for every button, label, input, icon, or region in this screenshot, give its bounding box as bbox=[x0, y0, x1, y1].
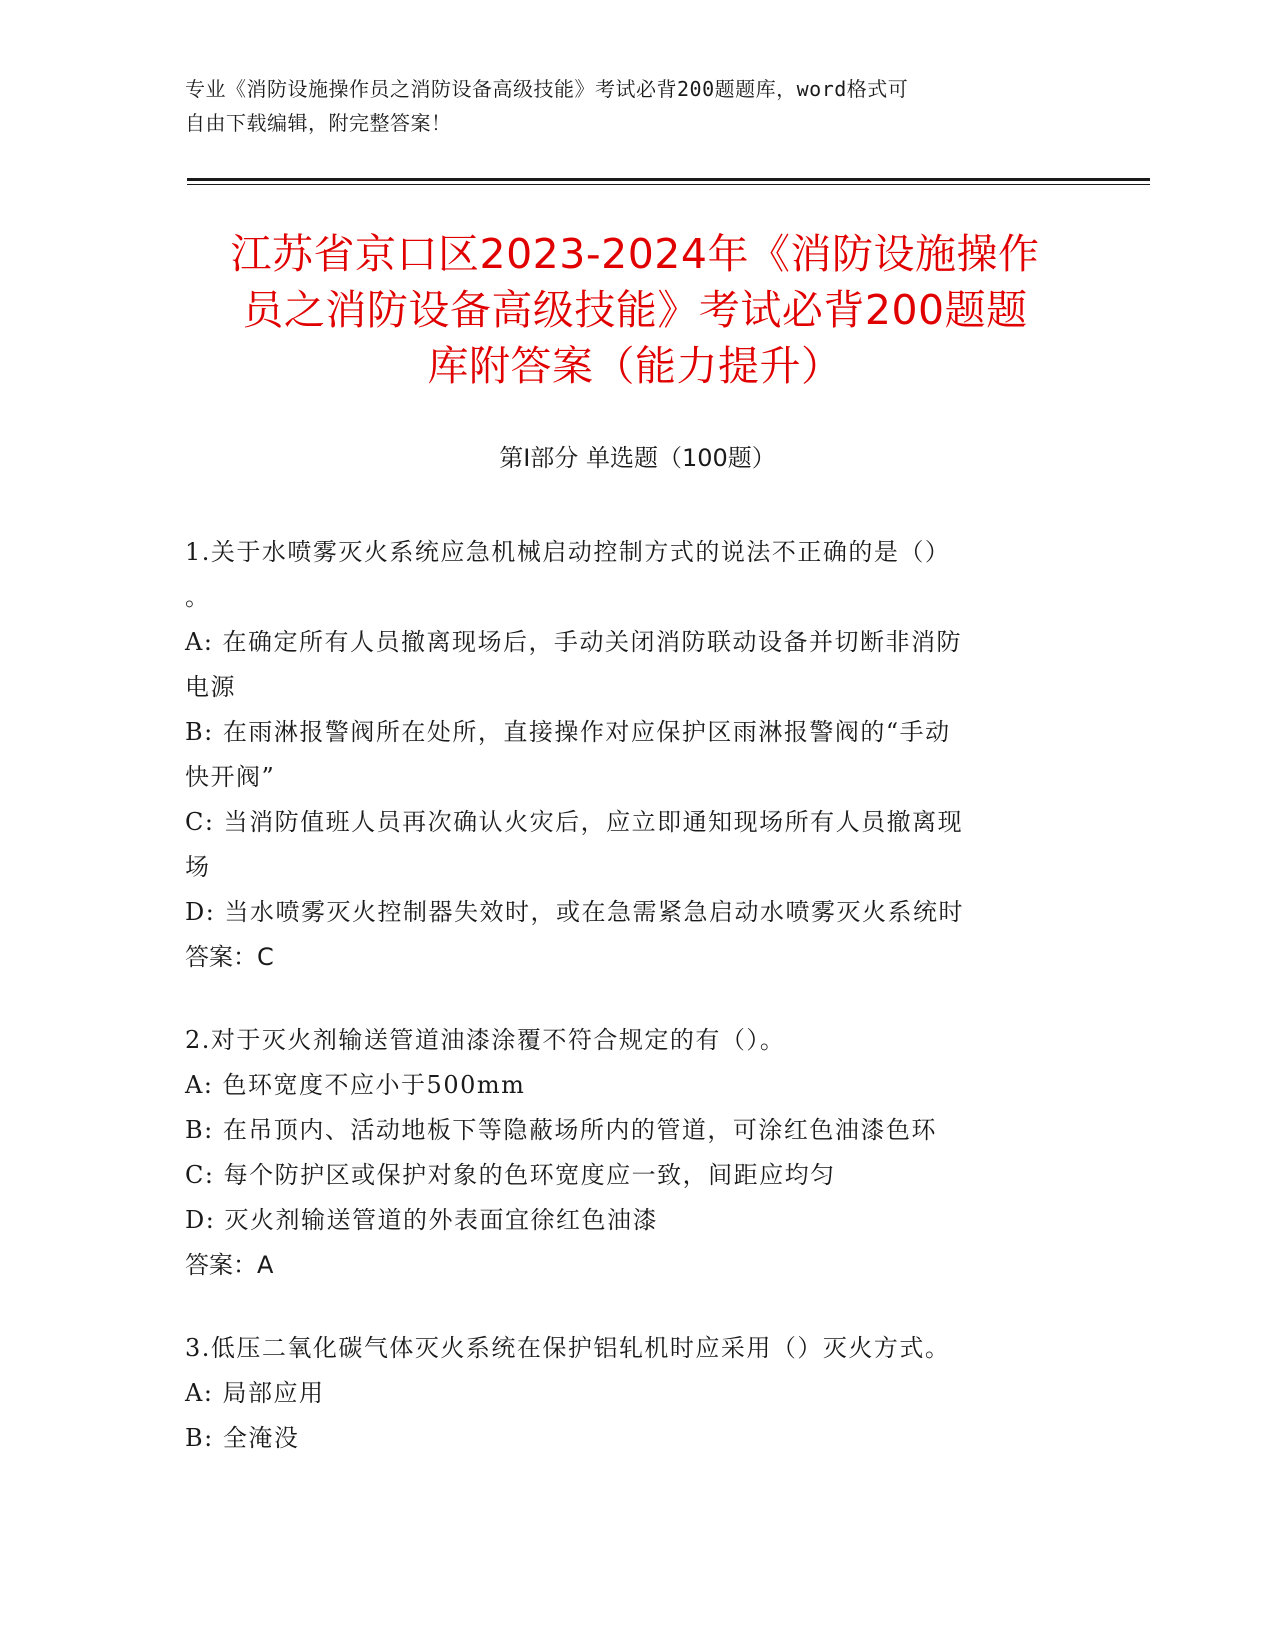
answer-line: 答案：A bbox=[185, 1251, 274, 1279]
option-d: D: 当水喷雾灭火控制器失效时，或在急需紧急启动水喷雾灭火系统时 bbox=[185, 898, 964, 926]
option-c-continued: 场 bbox=[185, 853, 211, 881]
option-b: B: 在吊顶内、活动地板下等隐蔽场所内的管道，可涂红色油漆色环 bbox=[185, 1116, 937, 1144]
option-b: B: 在雨淋报警阀所在处所，直接操作对应保护区雨淋报警阀的“手动 bbox=[185, 718, 951, 746]
question-list bbox=[185, 530, 1075, 1499]
question-3 bbox=[185, 1326, 1075, 1461]
option-a: A: 局部应用 bbox=[185, 1379, 325, 1407]
header-note-line-2: 自由下载编辑，附完整答案！ bbox=[185, 111, 452, 135]
question-1 bbox=[185, 530, 1075, 980]
option-c: C: 当消防值班人员再次确认火灾后，应立即通知现场所有人员撤离现 bbox=[185, 808, 964, 836]
answer-line: 答案：C bbox=[185, 943, 274, 971]
document-title-line-2: 员之消防设备高级技能》考试必背200题题 bbox=[242, 286, 1028, 334]
option-b: B: 全淹没 bbox=[185, 1424, 300, 1452]
option-a: A: 在确定所有人员撤离现场后，手动关闭消防联动设备并切断非消防 bbox=[185, 628, 963, 656]
option-d: D: 灭火剂输送管道的外表面宜徐红色油漆 bbox=[185, 1206, 658, 1234]
document-title bbox=[195, 226, 1075, 394]
option-b-continued: 快开阀” bbox=[185, 763, 276, 791]
question-stem: 1.关于水喷雾灭火系统应急机械启动控制方式的说法不正确的是（） bbox=[185, 538, 951, 566]
question-2 bbox=[185, 1018, 1075, 1288]
header-note bbox=[185, 72, 1065, 140]
question-stem: 2.对于灭火剂输送管道油漆涂覆不符合规定的有（）。 bbox=[185, 1026, 786, 1054]
header-note-line-1: 专业《消防设施操作员之消防设备高级技能》考试必背200题题库，word格式可 bbox=[185, 77, 909, 101]
section-title: 第I部分 单选题（100题） bbox=[499, 444, 776, 472]
question-stem-continued: 。 bbox=[185, 583, 211, 611]
option-c: C: 每个防护区或保护对象的色环宽度应一致，间距应均匀 bbox=[185, 1161, 836, 1189]
option-a: A: 色环宽度不应小于500mm bbox=[185, 1071, 526, 1099]
header-divider-thin bbox=[187, 184, 1150, 185]
option-a-continued: 电源 bbox=[185, 673, 236, 701]
document-title-line-1: 江苏省京口区2023-2024年《消防设施操作 bbox=[230, 230, 1040, 278]
question-stem: 3.低压二氧化碳气体灭火系统在保护铝轧机时应采用（）灭火方式。 bbox=[185, 1334, 951, 1362]
header-divider-thick bbox=[187, 178, 1150, 181]
document-title-line-3: 库附答案（能力提升） bbox=[427, 342, 843, 390]
